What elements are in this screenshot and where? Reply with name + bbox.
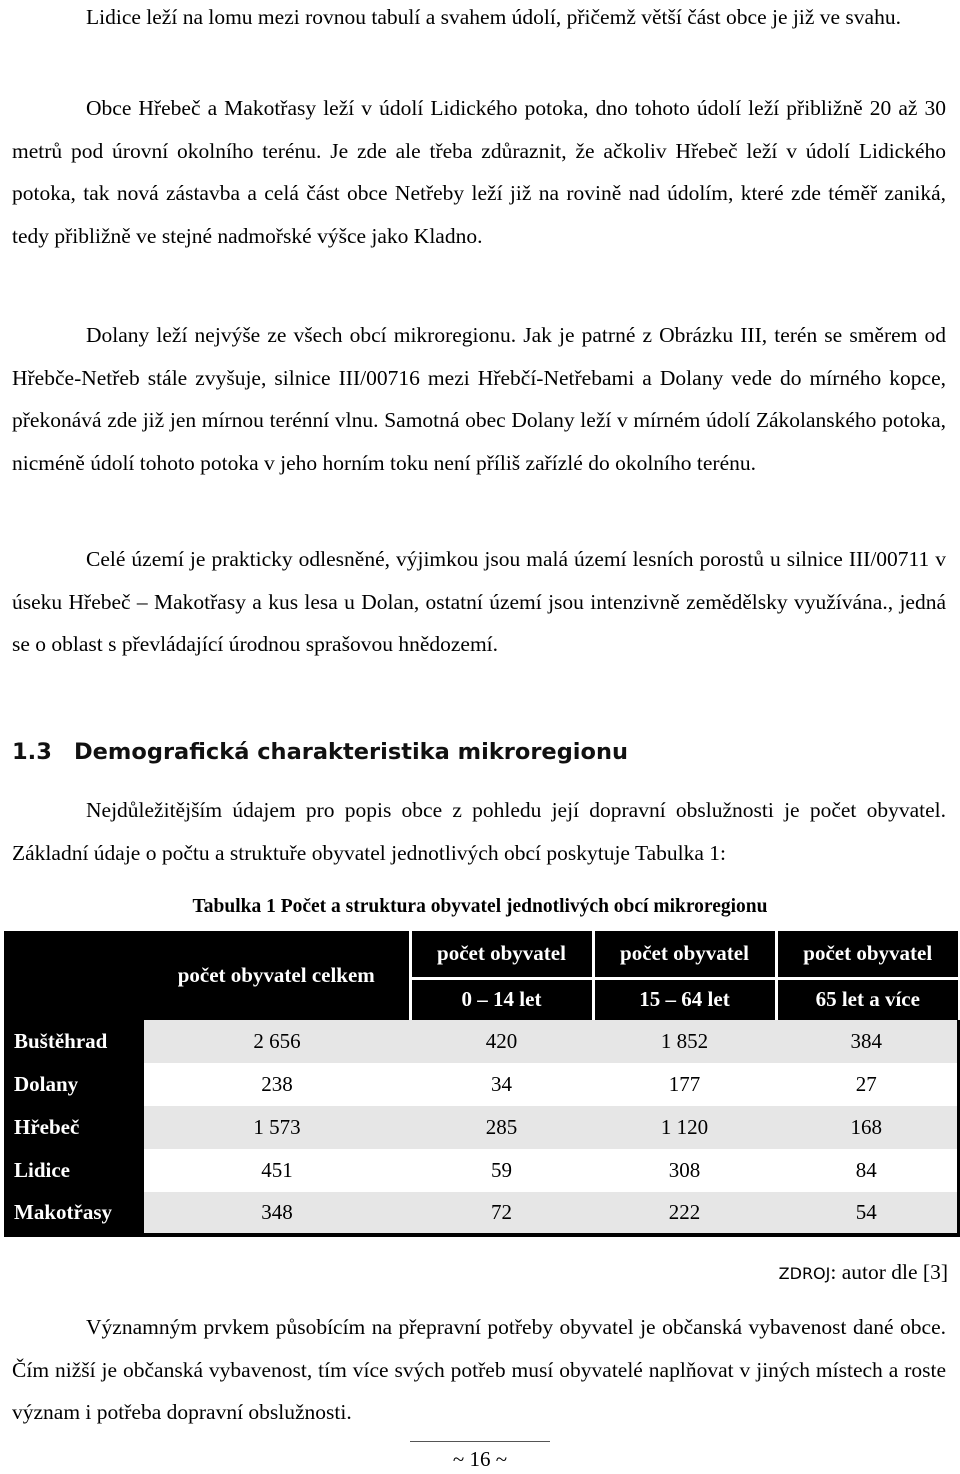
paragraph-odlesneni: Celé území je prakticky odlesněné, výjimkou jsou malá území lesních porostů u silnice III/00711 v úseku Hřebeč – Makotřasy a kus lesa u Dolan, ostatní území jsou intenzivně zemědělsky využívána., jedná se o oblast s převládající úrodnou sprašovou hnědozemí. xyxy=(12,547,946,657)
cell-age-0-14: 72 xyxy=(410,1192,593,1235)
cell-total: 451 xyxy=(144,1149,410,1192)
row-municipality: Buštěhrad xyxy=(4,1020,144,1063)
paragraph-hrebec-makotrasy: Obce Hřebeč a Makotřasy leží v údolí Lidického potoka, dno tohoto údolí leží přibližně 20 až 30 metrů pod úrovní okolního terénu. Je zde ale třeba zdůraznit, že ačkoliv Hřebeč leží v údolí Lidického potoka, tak nová zástavba a celá část obce Netřeby leží již na rovině nad údolím, které zde téměř zaniká, tedy přibližně ve stejné nadmořské výšce jako Kladno. xyxy=(12,96,946,249)
cell-total: 2 656 xyxy=(144,1020,410,1063)
cell-age-15-64: 1 120 xyxy=(593,1106,776,1149)
row-municipality: Dolany xyxy=(4,1063,144,1106)
table-corner xyxy=(4,931,144,1020)
section-number: 1.3 xyxy=(12,739,52,765)
cell-age-65-plus: 384 xyxy=(776,1020,958,1063)
table-row xyxy=(4,1192,958,1235)
header-group-2: počet obyvatel xyxy=(593,931,776,978)
header-age-65-plus: 65 let a více xyxy=(776,978,958,1020)
table-row xyxy=(4,1106,958,1149)
cell-age-0-14: 420 xyxy=(410,1020,593,1063)
section-title: Demografická charakteristika mikroregionu xyxy=(74,739,629,765)
paragraph-dolany: Dolany leží nejvýše ze všech obcí mikroregionu. Jak je patrné z Obrázku III, terén se směrem od Hřebče-Netřeb stále zvyšuje, silnice III/00716 mezi Hřebčí-Netřebami a Dolany vede do mírného kopce, překonává zde již jen mírnou terénní vlnu. Samotná obec Dolany leží v mírném údolí Zákolanského potoka, nicméně údolí tohoto potoka v jeho horním toku není příliš zařízlé do okolního terénu. xyxy=(12,323,946,476)
table-row xyxy=(4,1149,958,1192)
row-municipality: Hřebeč xyxy=(4,1106,144,1149)
header-group-1: počet obyvatel xyxy=(410,931,593,978)
cell-age-15-64: 222 xyxy=(593,1192,776,1235)
cell-age-15-64: 1 852 xyxy=(593,1020,776,1063)
table-header-row xyxy=(4,931,958,978)
cell-age-15-64: 177 xyxy=(593,1063,776,1106)
footer-divider xyxy=(410,1441,550,1442)
cell-total: 1 573 xyxy=(144,1106,410,1149)
section-heading xyxy=(12,732,628,772)
cell-age-65-plus: 54 xyxy=(776,1192,958,1235)
header-age-15-64: 15 – 64 let xyxy=(593,978,776,1020)
population-table xyxy=(4,931,960,1237)
paragraph-lidice: Lidice leží na lomu mezi rovnou tabulí a svahem údolí, přičemž větší část obce je již ve svahu. xyxy=(86,5,901,29)
cell-total: 238 xyxy=(144,1063,410,1106)
header-group-3: počet obyvatel xyxy=(776,931,958,978)
cell-age-15-64: 308 xyxy=(593,1149,776,1192)
cell-total: 348 xyxy=(144,1192,410,1235)
cell-age-0-14: 285 xyxy=(410,1106,593,1149)
header-total: počet obyvatel celkem xyxy=(144,931,410,1020)
table-source xyxy=(779,1256,948,1290)
cell-age-65-plus: 168 xyxy=(776,1106,958,1149)
cell-age-0-14: 59 xyxy=(410,1149,593,1192)
paragraph-pocet-obyvatel: Nejdůležitějším údajem pro popis obce z pohledu její dopravní obslužnosti je počet obyvatel. Základní údaje o počtu a struktuře obyvatel jednotlivých obcí poskytuje Tabulka 1: xyxy=(12,798,946,865)
table-row xyxy=(4,1020,958,1063)
page-number: ~ 16 ~ xyxy=(452,1447,508,1471)
cell-age-0-14: 34 xyxy=(410,1063,593,1106)
cell-age-65-plus: 27 xyxy=(776,1063,958,1106)
header-age-0-14: 0 – 14 let xyxy=(410,978,593,1020)
source-key: ZDROJ xyxy=(778,1264,831,1283)
table-caption: Tabulka 1 Počet a struktura obyvatel jednotlivých obcí mikroregionu xyxy=(192,896,768,917)
cell-age-65-plus: 84 xyxy=(776,1149,958,1192)
row-municipality: Lidice xyxy=(4,1149,144,1192)
row-municipality: Makotřasy xyxy=(4,1192,144,1235)
paragraph-vybavenost: Významným prvkem působícím na přepravní potřeby obyvatel je občanská vybavenost dané obce. Čím nižší je občanská vybavenost, tím více svých potřeb musí obyvatelé naplňovat v jiných místech a roste význam i potřeba dopravní obslužnosti. xyxy=(12,1315,946,1425)
source-text: : autor dle [3] xyxy=(830,1260,948,1284)
table-row xyxy=(4,1063,958,1106)
